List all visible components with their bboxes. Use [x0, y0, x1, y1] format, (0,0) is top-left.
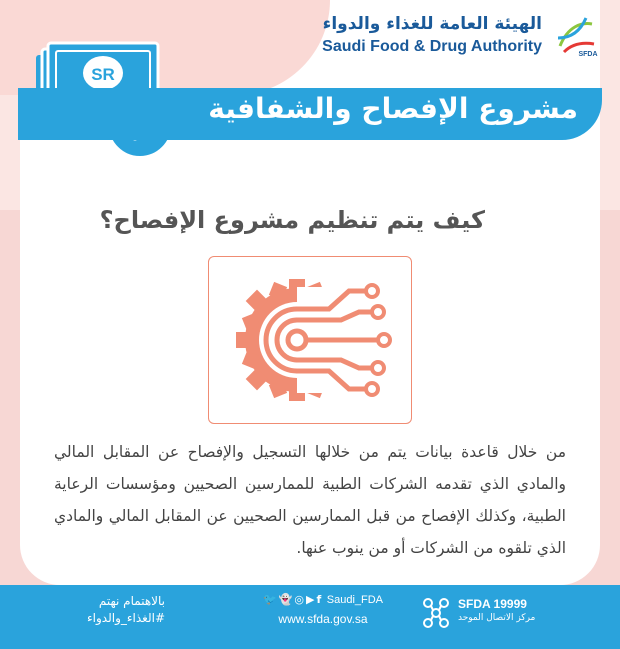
- banner-title: مشروع الإفصاح والشفافية: [208, 92, 578, 125]
- social-links: [248, 593, 398, 606]
- hotline-subtitle: مركز الاتصال الموحد: [458, 613, 536, 623]
- twitter-icon[interactable]: 🐦: [262, 593, 277, 606]
- hotline: [422, 597, 536, 633]
- slogan-line-2: #الغذاء_والدواء: [87, 611, 165, 625]
- section-question: كيف يتم تنظيم مشروع الإفصاح؟: [99, 206, 485, 234]
- description-text: من خلال قاعدة بيانات يتم من خلالها التسجيل والإفصاح عن المقابل المالي والمادي الذي تقدمه الشركات الطبية للممارسين الصحيين ومؤسسات الرعاية الطبية، وكذلك الإفصاح من قبل الممارسين الصحيين عن المقابل المالي والمادي الذي تلقوه من الشركات أو من ينوب عنها.: [54, 443, 566, 557]
- instagram-icon[interactable]: ◎: [294, 593, 304, 606]
- footer: [0, 585, 620, 649]
- footer-contact: [248, 593, 398, 626]
- org-name-arabic: الهيئة العامة للغذاء والدواء: [322, 14, 542, 34]
- gear-illustration-frame: [208, 256, 412, 424]
- sfda-emblem-icon: [552, 12, 598, 58]
- youtube-icon[interactable]: ▶: [305, 593, 315, 606]
- website-link[interactable]: www.sfda.gov.sa: [278, 612, 368, 626]
- slogan-line-1: بالاهتمام نهتم: [98, 594, 165, 608]
- gear-circuit-icon: [209, 257, 411, 423]
- footer-slogan: [87, 593, 165, 627]
- hotline-icon: [422, 597, 452, 629]
- sfda-logo: [272, 12, 602, 62]
- logo-badge: SFDA: [578, 51, 598, 58]
- hotline-number: SFDA 19999: [458, 597, 527, 611]
- title-banner: [18, 88, 602, 140]
- social-handle[interactable]: Saudi_FDA: [326, 594, 384, 606]
- org-name-english: Saudi Food & Drug Authority: [322, 38, 542, 55]
- snapchat-icon[interactable]: 👻: [278, 593, 293, 606]
- currency-symbol: SR: [91, 65, 115, 84]
- facebook-icon[interactable]: f: [316, 593, 322, 606]
